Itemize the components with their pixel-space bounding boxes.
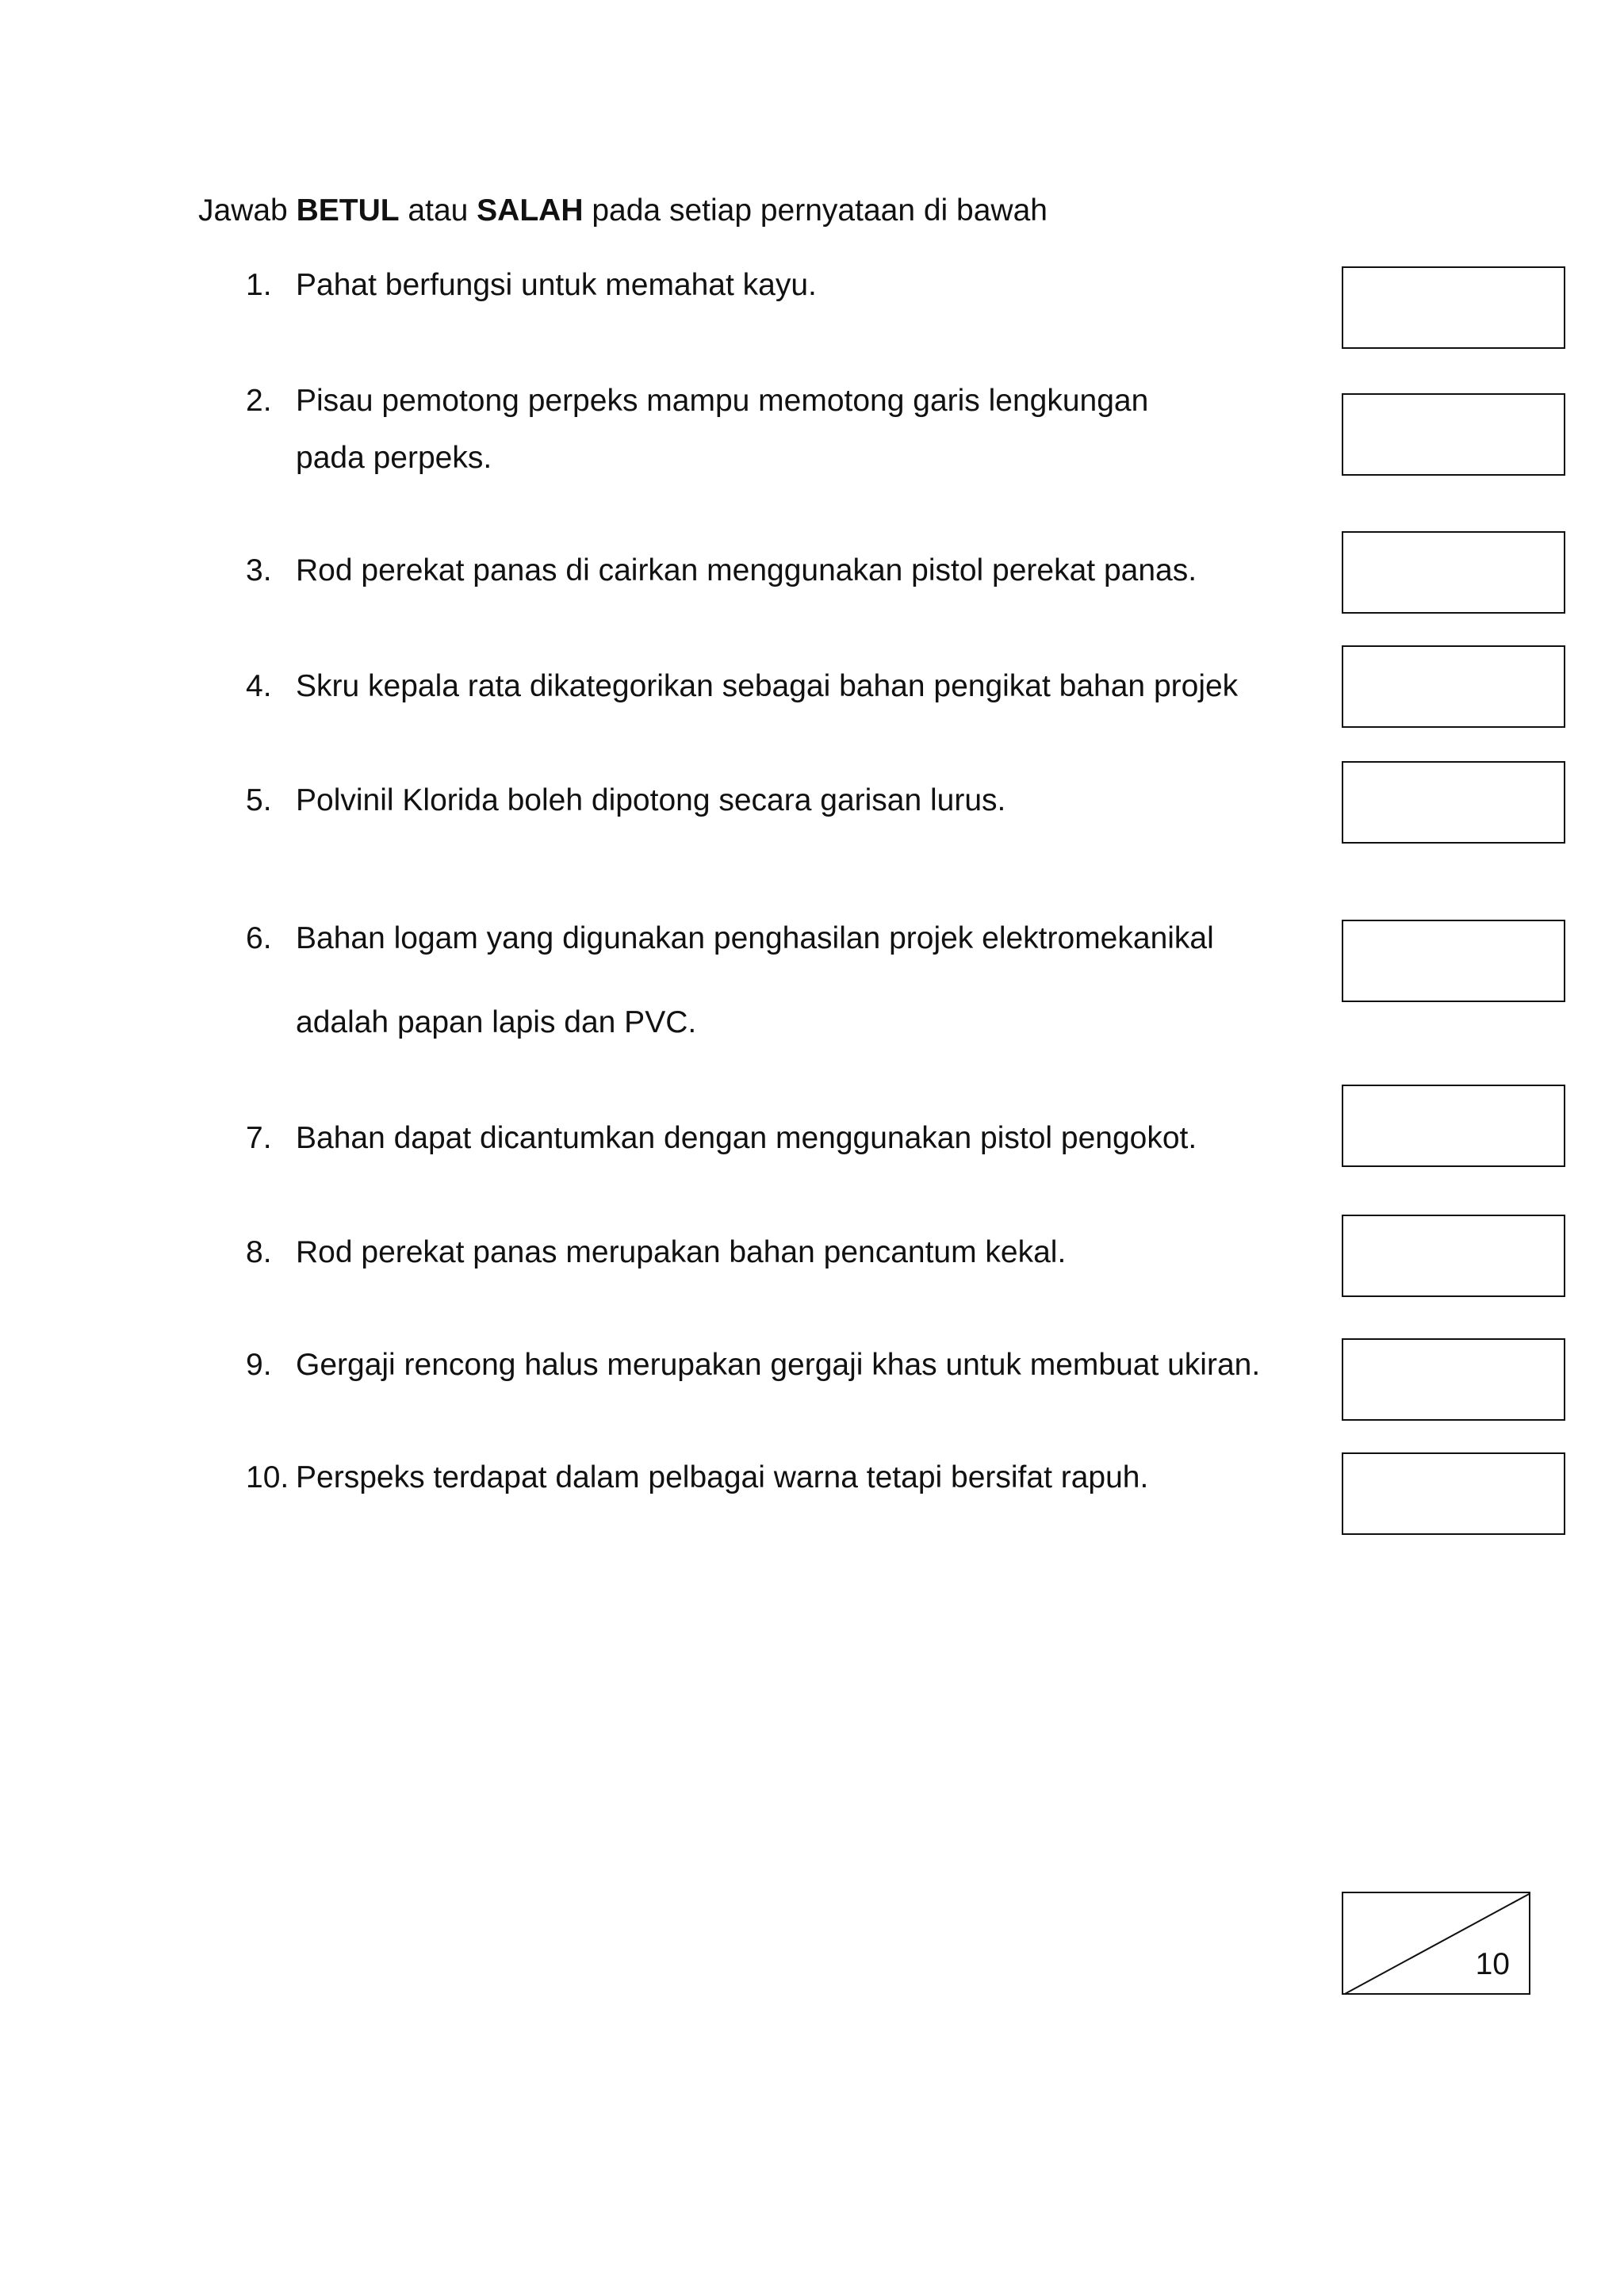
answer-box-1[interactable] xyxy=(1342,266,1565,349)
question-text: Gergaji rencong halus merupakan gergaji khas untuk membuat ukiran. xyxy=(296,1348,1261,1382)
question-text: Bahan dapat dicantumkan dengan menggunakan pistol pengokot. xyxy=(296,1121,1197,1155)
answer-box-3[interactable] xyxy=(1342,531,1565,614)
answer-box-4[interactable] xyxy=(1342,645,1565,728)
instruction-mid: atau xyxy=(408,193,469,228)
question-number: 4. xyxy=(246,669,272,703)
question-number: 9. xyxy=(246,1348,272,1382)
score-total: 10 xyxy=(1475,1947,1510,1981)
question-number: 7. xyxy=(246,1121,272,1155)
question-text: Pisau pemotong perpeks mampu memotong garis lengkungan xyxy=(296,384,1149,418)
question-number: 1. xyxy=(246,268,272,302)
question-text: Skru kepala rata dikategorikan sebagai bahan pengikat bahan projek xyxy=(296,669,1239,703)
answer-box-2[interactable] xyxy=(1342,393,1565,476)
instruction-betul: BETUL xyxy=(296,193,400,228)
question-number: 8. xyxy=(246,1235,272,1269)
answer-box-10[interactable] xyxy=(1342,1452,1565,1535)
question-text: Pahat berfungsi untuk memahat kayu. xyxy=(296,268,817,302)
question-number: 5. xyxy=(246,783,272,817)
answer-box-9[interactable] xyxy=(1342,1338,1565,1421)
question-text-continued: pada perpeks. xyxy=(296,441,492,475)
question-number: 10. xyxy=(246,1460,289,1494)
instruction-text xyxy=(198,193,1048,228)
question-number: 2. xyxy=(246,384,272,418)
question-text-continued: adalah papan lapis dan PVC. xyxy=(296,1005,697,1039)
instruction-salah: SALAH xyxy=(477,193,584,228)
question-text: Bahan logam yang digunakan penghasilan projek elektromekanikal xyxy=(296,921,1214,955)
score-box[interactable] xyxy=(1342,1892,1530,1995)
answer-box-5[interactable] xyxy=(1342,761,1565,844)
question-text: Polvinil Klorida boleh dipotong secara garisan lurus. xyxy=(296,783,1006,817)
instruction-prefix: Jawab xyxy=(198,193,288,228)
question-text: Rod perekat panas di cairkan menggunakan pistol perekat panas. xyxy=(296,553,1197,587)
answer-box-6[interactable] xyxy=(1342,920,1565,1002)
question-number: 6. xyxy=(246,921,272,955)
answer-box-8[interactable] xyxy=(1342,1215,1565,1297)
question-text: Rod perekat panas merupakan bahan pencantum kekal. xyxy=(296,1235,1067,1269)
question-text: Perspeks terdapat dalam pelbagai warna tetapi bersifat rapuh. xyxy=(296,1460,1149,1494)
question-number: 3. xyxy=(246,553,272,587)
answer-box-7[interactable] xyxy=(1342,1085,1565,1167)
instruction-suffix: pada setiap pernyataan di bawah xyxy=(592,193,1048,228)
